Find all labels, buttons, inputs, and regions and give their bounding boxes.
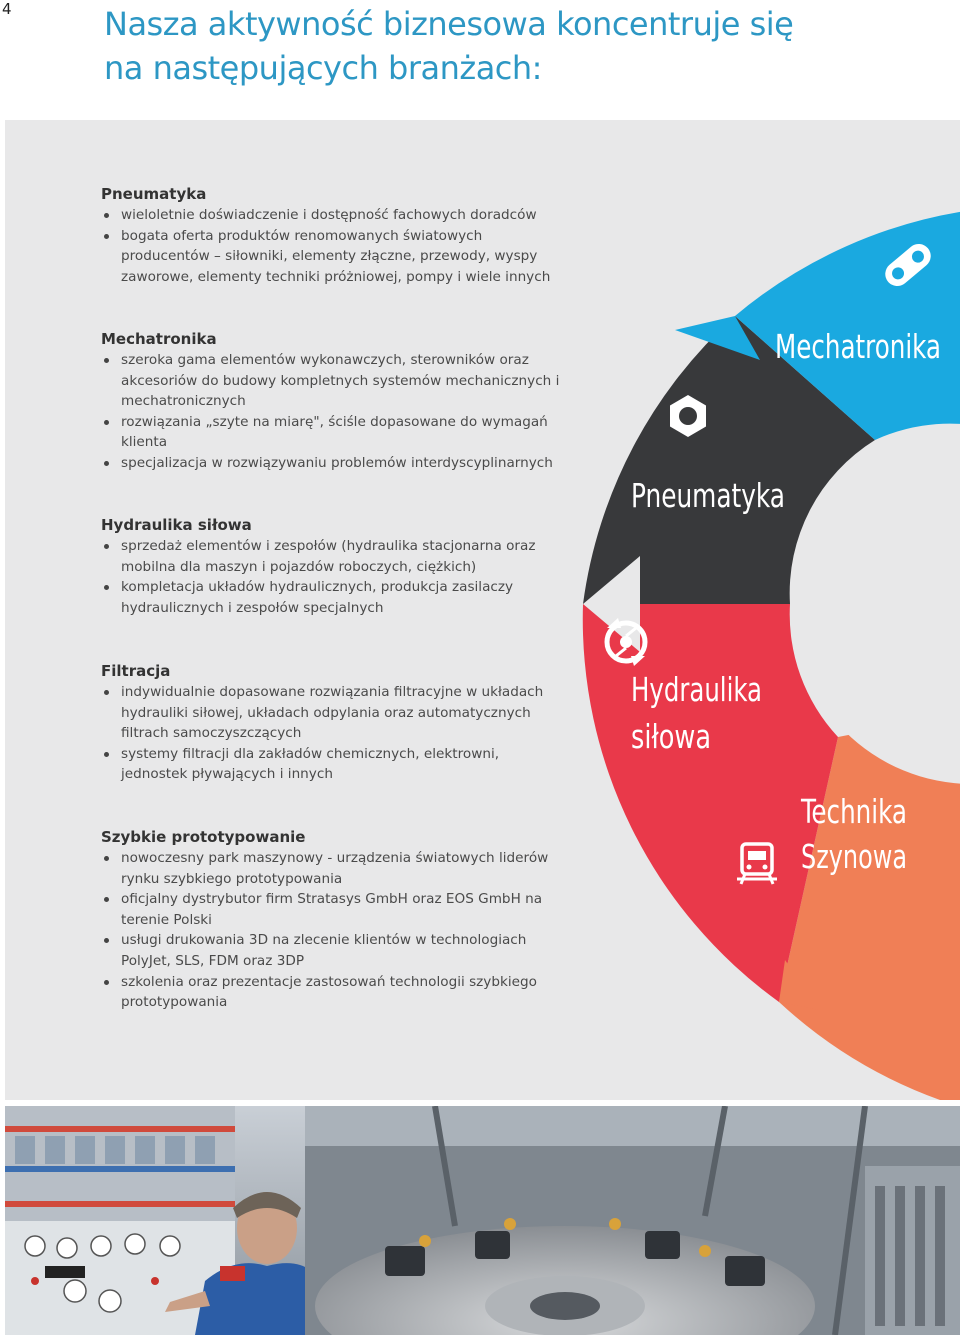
bullet-list: [101, 536, 561, 618]
list-item: indywidualnie dopasowane rozwiązania filtracyjne w układach hydrauliki siłowej, układach odpylania oraz automatycznych filtrach samoczyszczących: [101, 682, 561, 744]
list-item: specjalizacja w rozwiązywaniu problemów interdyscyplinarnych: [101, 453, 561, 474]
section-heading: Filtracja: [101, 662, 171, 680]
list-item: rozwiązania „szyte na miarę", ściśle dopasowane do wymagań klienta: [101, 412, 561, 453]
list-item: szeroka gama elementów wykonawczych, sterowników oraz akcesoriów do budowy kompletnych systemów mechanicznych i mechatronicznych: [101, 350, 561, 412]
bullet-list: [101, 848, 561, 1013]
list-item: wieloletnie doświadczenie i dostępność fachowych doradców: [101, 205, 561, 226]
bullet-list: [101, 682, 561, 785]
section-pneumatyka: [101, 184, 561, 287]
list-item: nowoczesny park maszynowy - urządzenia światowych liderów rynku szybkiego prototypowania: [101, 848, 561, 889]
page-title-line-2: na następujących branżach:: [104, 49, 542, 87]
label-hydraulika-line-1: Hydraulika: [631, 670, 762, 709]
bullet-list: [101, 350, 561, 474]
section-mechatronika: [101, 329, 561, 474]
bullet-list: [101, 205, 561, 287]
list-item: usługi drukowania 3D na zlecenie klientów w technologiach PolyJet, SLS, FDM oraz 3DP: [101, 930, 561, 971]
section-filtracja: [101, 661, 561, 785]
label-technika-line-1: Technika: [800, 792, 907, 831]
page-title-line-1: Nasza aktywność biznesowa koncentruje się: [104, 5, 794, 43]
list-item: kompletacja układów hydraulicznych, produkcja zasilaczy hydraulicznych i zespołów specjalnych: [101, 577, 561, 618]
section-hydraulika: [101, 515, 561, 618]
list-item: systemy filtracji dla zakładów chemicznych, elektrowni, jednostek pływających i innych: [101, 744, 561, 785]
list-item: szkolenia oraz prezentacje zastosowań technologii szybkiego prototypowania: [101, 972, 561, 1013]
section-heading: Mechatronika: [101, 330, 217, 348]
label-pneumatyka: Pneumatyka: [631, 476, 785, 515]
label-mechatronika: Mechatronika: [775, 327, 941, 366]
list-item: sprzedaż elementów i zespołów (hydraulika stacjonarna oraz mobilna dla maszyn i pojazdów roboczych, ciężkich): [101, 536, 561, 577]
page-number: 4: [2, 0, 12, 18]
list-item: bogata oferta produktów renomowanych światowych producentów – siłowniki, elementy złączne, przewody, wyspy zaworowe, elementy techniki próżniowej, pompy i wiele innych: [101, 226, 561, 288]
label-technika-line-2: Szynowa: [801, 837, 907, 876]
section-heading: Hydraulika siłowa: [101, 516, 252, 534]
factory-photo: [5, 1106, 960, 1335]
list-item: oficjalny dystrybutor firm Stratasys GmbH oraz EOS GmbH na terenie Polski: [101, 889, 561, 930]
label-hydraulika-line-2: siłowa: [631, 717, 711, 756]
section-prototypowanie: [101, 827, 561, 1013]
section-heading: Szybkie prototypowanie: [101, 828, 306, 846]
section-heading: Pneumatyka: [101, 185, 207, 203]
